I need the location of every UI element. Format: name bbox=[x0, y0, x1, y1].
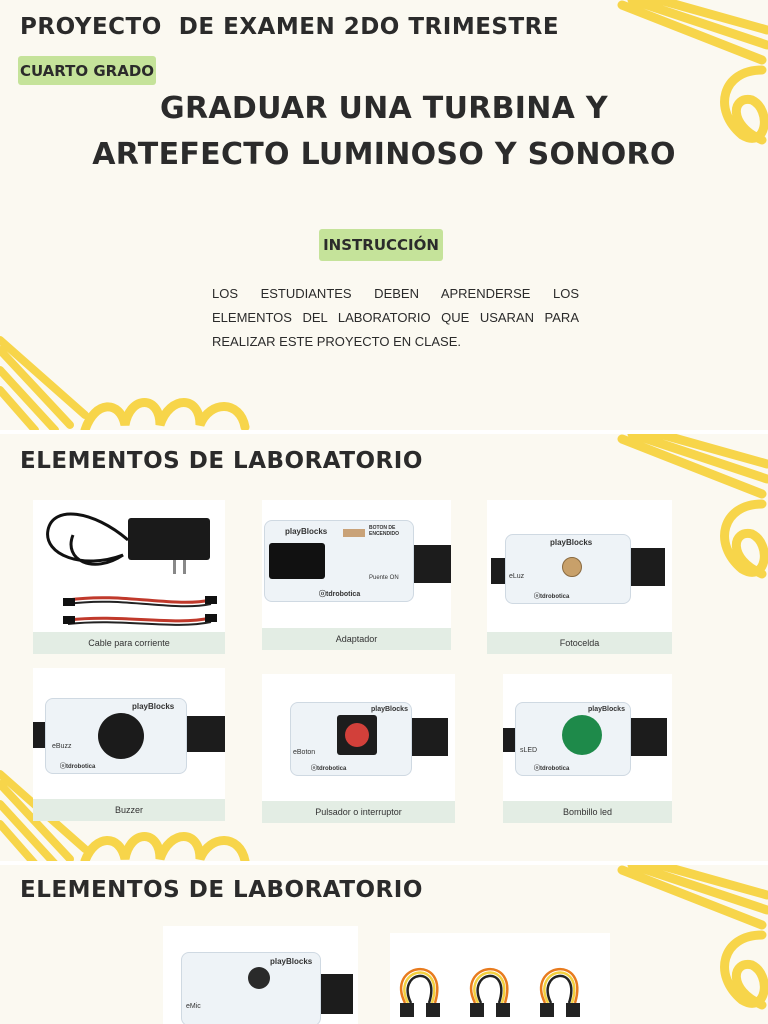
page-title: PROYECTO DE EXAMEN 2DO TRIMESTRE bbox=[20, 14, 560, 40]
yellow-scribble-decoration bbox=[612, 865, 768, 1024]
element-caption: Fotocelda bbox=[487, 632, 672, 654]
microphone bbox=[248, 967, 270, 989]
element-card-adaptador bbox=[262, 500, 451, 650]
mic-board-image bbox=[163, 926, 358, 1024]
slide-2 bbox=[0, 434, 768, 861]
board: playBlocks sLED ⓞtdrobotica bbox=[515, 702, 631, 776]
green-led bbox=[562, 715, 602, 755]
board: playBlocks eBoton ⓞtdrobotica bbox=[290, 702, 412, 776]
instruction-text: LOS ESTUDIANTES DEBEN APRENDERSE LOS ELEMENTOS DEL LABORATORIO QUE USARAN PARA REALIZAR ESTE PROYECTO EN CLASE. bbox=[212, 286, 579, 349]
element-card-bombillo-led bbox=[503, 674, 672, 823]
pulsador-board-image bbox=[262, 674, 455, 801]
cable-image bbox=[33, 500, 225, 632]
push-button bbox=[337, 715, 377, 755]
element-caption: Pulsador o interruptor bbox=[262, 801, 455, 823]
grade-tag: CUARTO GRADO bbox=[18, 56, 156, 85]
section-title: ELEMENTOS DE LABORATORIO bbox=[20, 448, 423, 474]
jumper-cables-image bbox=[390, 933, 610, 1024]
element-card-fotocelda bbox=[487, 500, 672, 654]
element-caption: Bombillo led bbox=[503, 801, 672, 823]
fotocelda-board-image bbox=[487, 500, 672, 632]
element-caption: Buzzer bbox=[33, 799, 225, 821]
main-title-line-2: ARTEFECTO LUMINOSO Y SONORO bbox=[92, 137, 676, 172]
led-board-image bbox=[503, 674, 672, 801]
element-caption: Adaptador bbox=[262, 628, 451, 650]
element-card-buzzer bbox=[33, 668, 225, 821]
section-title: ELEMENTOS DE LABORATORIO bbox=[20, 877, 423, 903]
photoresistor bbox=[562, 557, 582, 577]
slide-1 bbox=[0, 0, 768, 430]
main-title-line-1: GRADUAR UNA TURBINA Y bbox=[160, 91, 608, 126]
board: playBlocks BOTON DE ENCENDIDO Puente ON ⓞtdrobotica bbox=[264, 520, 414, 602]
element-caption: Cable para corriente bbox=[33, 632, 225, 654]
board: playBlocks eMic bbox=[181, 952, 321, 1024]
element-card-cables bbox=[390, 933, 610, 1024]
element-card-microfono bbox=[163, 926, 358, 1024]
adaptador-board-image bbox=[262, 500, 451, 628]
board: playBlocks eBuzz ⓞtdrobotica bbox=[45, 698, 187, 774]
buzzer-disc bbox=[98, 713, 144, 759]
element-card-cable bbox=[33, 500, 225, 654]
switch bbox=[343, 529, 365, 537]
buzzer-board-image bbox=[33, 668, 225, 799]
slide-3 bbox=[0, 865, 768, 1024]
element-card-pulsador bbox=[262, 674, 455, 823]
board: playBlocks eLuz ⓞtdrobotica bbox=[505, 534, 631, 604]
power-jack bbox=[269, 543, 325, 579]
instruction-tag: INSTRUCCIÓN bbox=[319, 229, 443, 261]
